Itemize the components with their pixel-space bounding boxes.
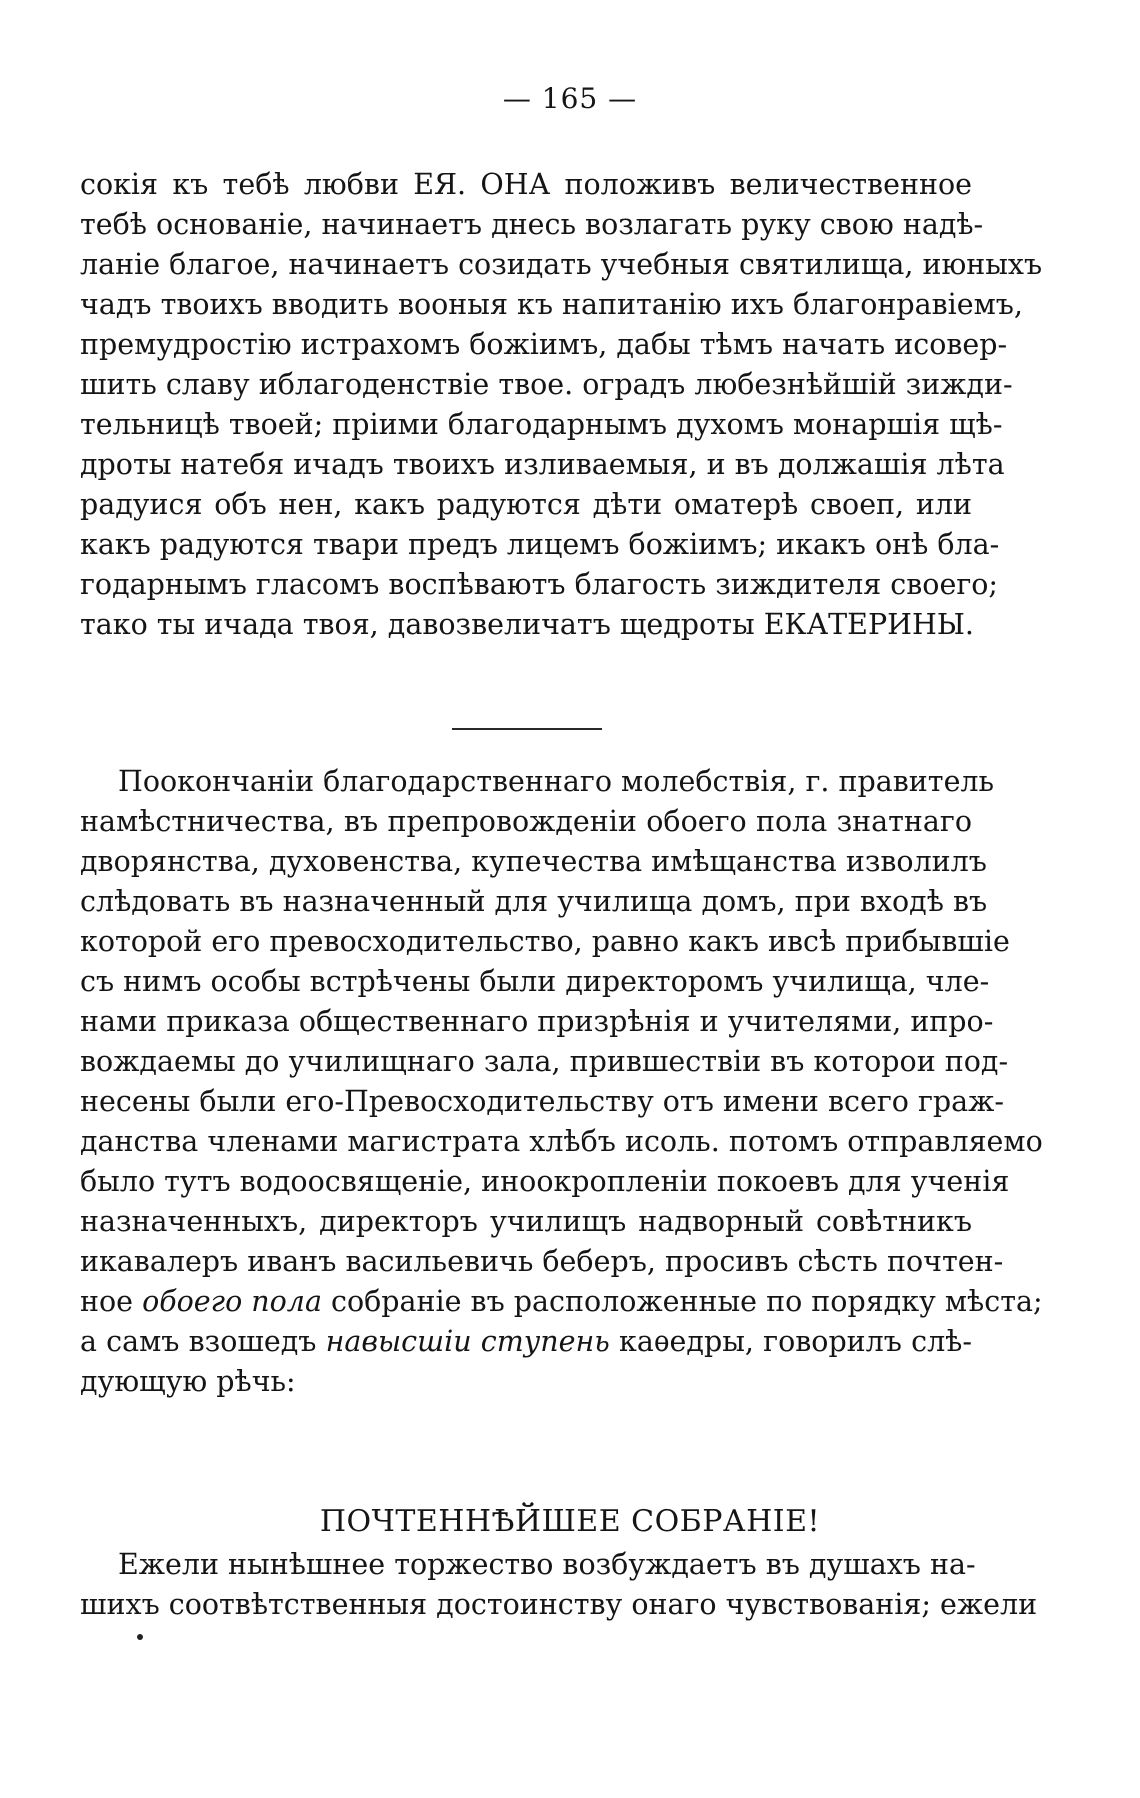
ink-speck [137, 1634, 143, 1640]
text-line: дроты натебя ичадъ твоихъ изливаемыя, и въ должашія лѣта [80, 448, 1005, 481]
text-line: какъ радуются твари предъ лицемъ божіимъ; икакъ онѣ бла- [80, 528, 1000, 561]
text-line: нами приказа общественнаго призрѣнія и учителями, ипро- [80, 1005, 994, 1038]
text-line: тебѣ основаніе, начинаетъ днесь возлагать руку свою надѣ- [80, 208, 984, 241]
text-line: назначенныхъ, директоръ училищъ надворный совѣтникъ [80, 1205, 972, 1238]
text-line: шихъ соотвѣтственныя достоинству онаго чувствованія; ежели [80, 1588, 1038, 1621]
text-line: икавалеръ иванъ васильевичь беберъ, просивъ сѣсть почтен- [80, 1245, 1004, 1278]
text-line: Ежели нынѣшнее торжество возбуждаетъ въ душахъ на- [118, 1548, 976, 1581]
text-line: радуися объ нен, какъ радуются дѣти оматерѣ своеп, или [80, 488, 972, 521]
section-divider [452, 728, 602, 730]
text-line-with-italic [80, 1282, 1043, 1322]
text-line: слѣдовать въ назначенный для училища домъ, при входѣ въ [80, 885, 988, 918]
text-line: годарнымъ гласомъ воспѣваютъ благость зиждителя своего; [80, 568, 999, 601]
text-line: дующую рѣчь: [80, 1365, 296, 1398]
text-line: тельницѣ твоей; пріими благодарнымъ духомъ монаршія щѣ- [80, 408, 1003, 441]
text-line: дворянства, духовенства, купечества имѣщанства изволилъ [80, 845, 987, 878]
text-line: Поокончаніи благодарственнаго молебствія, г. правитель [118, 765, 995, 798]
italic-phrase: обоего пола [142, 1285, 322, 1318]
speech-heading: ПОЧТЕННѢЙШЕЕ СОБРАНІЕ! [319, 1504, 821, 1539]
page-number: — 165 — [502, 82, 638, 115]
text-line: шить славу иблагоденствіе твое. оградъ любезнѣйшій зижди- [80, 368, 1013, 401]
text-line: чадъ твоихъ вводить вооныя къ напитанію ихъ благонравіемъ, [80, 288, 1023, 321]
text-line: премудростію истрахомъ божіимъ, дабы тѣмъ начать исовер- [80, 328, 1008, 361]
text-line: намѣстничества, въ препровожденіи обоего пола знатнаго [80, 805, 972, 838]
text-run: ное [80, 1285, 143, 1318]
text-line: вождаемы до училищнаго зала, прившествіи въ которои под- [80, 1045, 1009, 1078]
italic-phrase: навысшіи ступень [325, 1325, 610, 1358]
text-run: каѳедры, говорилъ слѣ- [609, 1325, 972, 1358]
text-line: сокія къ тебѣ любви ЕЯ. ОНА положивъ величественное [80, 168, 972, 201]
text-line: данства членами магистрата хлѣбъ исоль. потомъ отправляемо [80, 1125, 1043, 1158]
text-line: ланіе благое, начинаетъ созидать учебныя святилища, июныхъ [80, 248, 1043, 281]
text-line: которой его превосходительство, равно какъ ивсѣ прибывшіе [80, 925, 1010, 958]
text-line: съ нимъ особы встрѣчены были директоромъ училища, чле- [80, 965, 990, 998]
text-line: несены были его-Превосходительству отъ имени всего граж- [80, 1085, 1005, 1118]
text-line-with-italic [80, 1322, 972, 1362]
text-run: собраніе въ расположенные по порядку мѣста; [321, 1285, 1043, 1318]
text-line: тако ты ичада твоя, давозвеличатъ щедроты ЕКАТЕРИНЫ. [80, 608, 974, 641]
text-line: было тутъ водоосвященіе, иноокропленіи покоевъ для ученія [80, 1165, 1010, 1198]
text-run: а самъ взошедъ [80, 1325, 326, 1358]
